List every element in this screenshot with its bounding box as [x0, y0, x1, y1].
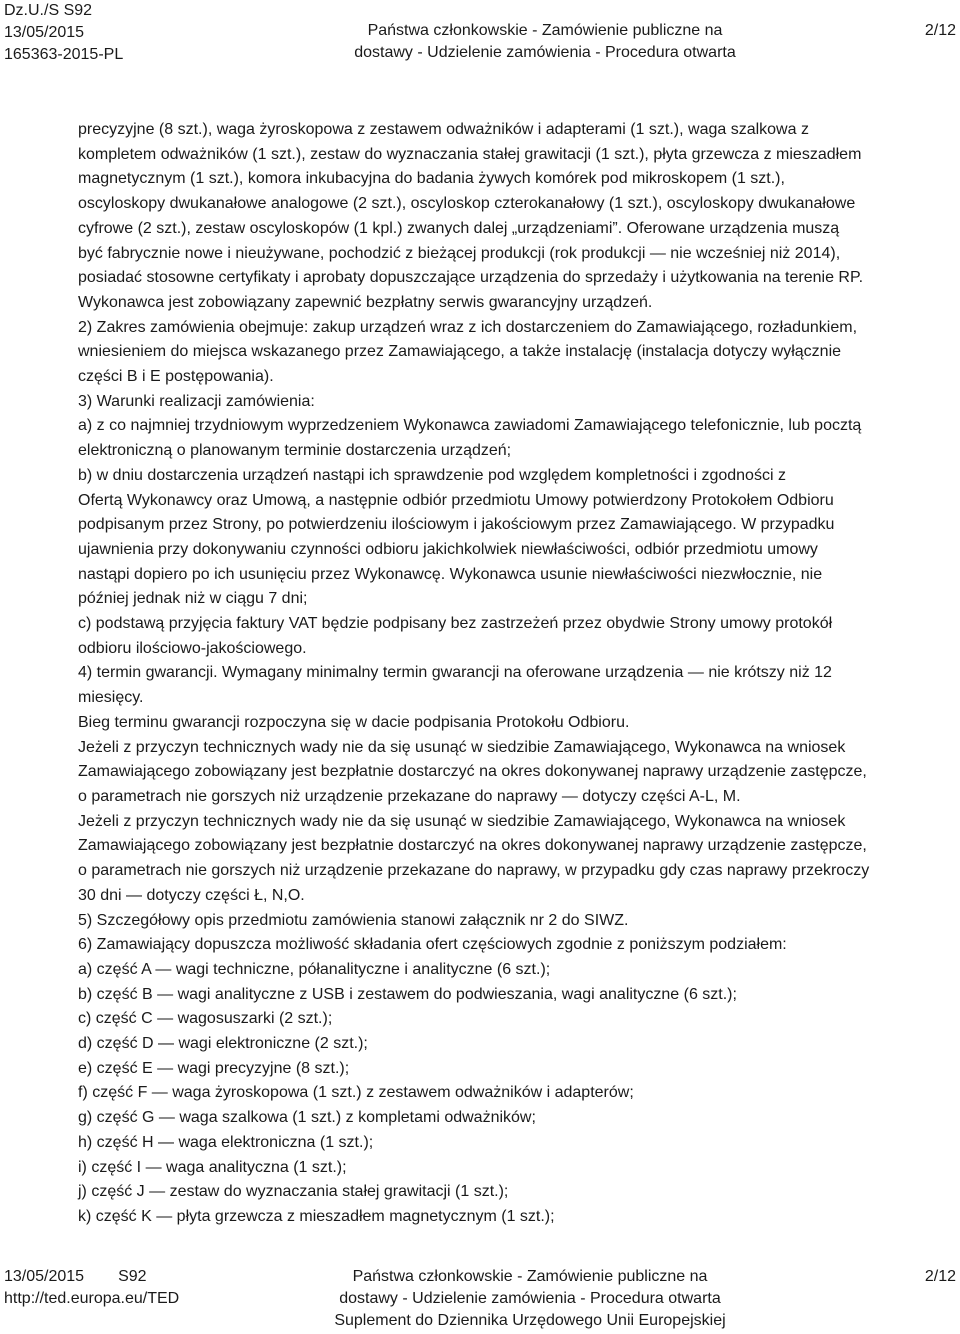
page-header	[0, 0, 960, 70]
footer-left	[4, 1266, 179, 1310]
journal-ref: Dz.U./S S92	[4, 2, 93, 19]
text-line: a) część A — wagi techniczne, półanalityczne i analityczne (6 szt.);	[78, 960, 551, 978]
text-line: 5) Szczegółowy opis przedmiotu zamówienia stanowi załącznik nr 2 do SIWZ.	[78, 911, 629, 929]
footer-url[interactable]: http://ted.europa.eu/TED	[4, 1290, 180, 1307]
text-line: ujawnienia przy dokonywaniu czynności odbioru jakichkolwiek niewłaściwości, odbiór przedmiotu umowy	[78, 540, 818, 558]
text-line: posiadać stosowne certyfikaty i aprobaty dopuszczające urządzenia do sprzedaży i użytkowania na terenie RP.	[78, 269, 864, 287]
text-line: i) część I — waga analityczna (1 szt.);	[78, 1158, 347, 1176]
text-line: c) część C — wagosuszarki (2 szt.);	[78, 1010, 333, 1028]
text-line: 4) termin gwarancji. Wymagany minimalny termin gwarancji na oferowane urządzenia — nie krótszy niż 12	[78, 664, 832, 682]
footer-date: 13/05/2015	[4, 1268, 85, 1285]
text-line: 2) Zakres zamówienia obejmuje: zakup urządzeń wraz z ich dostarczeniem do Zamawiającego, rozładunkiem,	[78, 318, 858, 336]
document-id: 165363-2015-PL	[4, 46, 124, 63]
text-line: k) część K — płyta grzewcza z mieszadłem magnetycznym (1 szt.);	[78, 1207, 555, 1225]
text-line: Jeżeli z przyczyn technicznych wady nie da się usunąć w siedzibie Zamawiającego, Wykonawca na wniosek	[78, 812, 846, 830]
footer-title-line-1: Państwa członkowskie - Zamówienie publiczne na	[352, 1268, 708, 1285]
text-line: d) część D — wagi elektroniczne (2 szt.);	[78, 1035, 368, 1053]
text-line: 6) Zamawiający dopuszcza możliwość składania ofert częściowych zgodnie z poniższym podziałem:	[78, 936, 787, 954]
header-left	[4, 0, 123, 66]
text-line: Bieg terminu gwarancji rozpoczyna się w dacie podpisania Protokołu Odbioru.	[78, 713, 630, 731]
header-page-number: 2/12	[924, 22, 956, 39]
text-line: Jeżeli z przyczyn technicznych wady nie da się usunąć w siedzibie Zamawiającego, Wykonawca na wniosek	[78, 738, 846, 756]
text-line: cyfrowe (2 szt.), zestaw oscyloskopów (1 kpl.) zwanych dalej „urządzeniami”. Oferowane urządzenia muszą	[78, 219, 840, 237]
text-line: b) część B — wagi analityczne z USB i zestawem do podwieszania, wagi analityczne (6 szt.);	[78, 985, 737, 1003]
text-line: h) część H — waga elektroniczna (1 szt.);	[78, 1133, 374, 1151]
text-line: e) część E — wagi precyzyjne (8 szt.);	[78, 1059, 350, 1077]
text-line: być fabrycznie nowe i nieużywane, pochodzić z bieżącej produkcji (rok produkcji — nie wcześniej niż 2014),	[78, 244, 841, 262]
footer-series: S92	[118, 1268, 147, 1285]
text-line: Wykonawca jest zobowiązany zapewnić bezpłatny serwis gwarancyjny urządzeń.	[78, 293, 653, 311]
text-line: magnetycznym (1 szt.), komora inkubacyjna do badania żywych komórek pod mikroskopem (1 szt.),	[78, 170, 785, 188]
page-footer	[0, 1262, 960, 1334]
text-line: Zamawiającego zobowiązany jest bezpłatnie dostarczyć na okres dokonywanej naprawy urządzenie zastępcze,	[78, 837, 867, 855]
footer-title-line-2: dostawy - Udzielenie zamówienia - Procedura otwarta	[339, 1290, 721, 1307]
text-line: wniesieniem do miejsca wskazanego przez Zamawiającego, a także instalację (instalacja dotyczy wyłącznie	[78, 343, 842, 361]
text-line: a) z co najmniej trzydniowym wyprzedzeniem Wykonawca zawiadomi Zamawiającego telefonicznie, lub pocztą	[78, 417, 862, 435]
text-line: o parametrach nie gorszych niż urządzenie przekazane do naprawy, w przypadku gdy czas naprawy przekroczy	[78, 862, 870, 880]
text-line: miesięcy.	[78, 689, 144, 707]
text-line: kompletem odważników (1 szt.), zestaw do wyznaczania stałej grawitacji (1 szt.), płyta grzewcza z mieszadłem	[78, 145, 862, 163]
text-line: oscyloskopy dwukanałowe analogowe (2 szt.), oscyloskop czterokanałowy (1 szt.), oscyloskopy dwukanałowe	[78, 195, 856, 213]
text-line: o parametrach nie gorszych niż urządzenie przekazane do naprawy — dotyczy części A-L, M.	[78, 787, 741, 805]
header-title	[330, 20, 760, 64]
text-line: c) podstawą przyjęcia faktury VAT będzie podpisany bez zastrzeżeń przez obydwie Strony umowy protokół	[78, 615, 833, 633]
text-line: 30 dni — dotyczy części Ł, N,O.	[78, 886, 305, 904]
text-line: Zamawiającego zobowiązany jest bezpłatnie dostarczyć na okres dokonywanej naprawy urządzenie zastępcze,	[78, 763, 867, 781]
footer-page-number: 2/12	[924, 1268, 956, 1285]
text-line: nastąpi dopiero po ich usunięciu przez Wykonawcę. Wykonawca usunie niewłaściwości niezwłocznie, nie	[78, 565, 823, 583]
header-title-line-2: dostawy - Udzielenie zamówienia - Procedura otwarta	[354, 44, 736, 61]
text-line: 3) Warunki realizacji zamówienia:	[78, 392, 315, 410]
text-line: g) część G — waga szalkowa (1 szt.) z kompletami odważników;	[78, 1109, 536, 1127]
text-line: b) w dniu dostarczenia urządzeń nastąpi ich sprawdzenie pod względem kompletności i zgodności z	[78, 466, 786, 484]
header-date: 13/05/2015	[4, 24, 85, 41]
text-line: podpisanym przez Strony, po potwierdzeniu ilościowym i jakościowym przez Zamawiającego. W przypadku	[78, 516, 835, 534]
text-line: j) część J — zestaw do wyznaczania stałej grawitacji (1 szt.);	[78, 1183, 509, 1201]
footer-title	[300, 1266, 760, 1332]
text-line: później jednak niż w ciągu 7 dni;	[78, 590, 308, 608]
header-title-line-1: Państwa członkowskie - Zamówienie publiczne na	[367, 22, 723, 39]
text-line: Ofertą Wykonawcy oraz Umową, a następnie odbiór przedmiotu Umowy potwierdzony Protokołem Odbioru	[78, 491, 834, 509]
footer-title-line-3: Suplement do Dziennika Urzędowego Unii Europejskiej	[334, 1312, 726, 1329]
document-body	[78, 118, 958, 1230]
text-line: części B i E postępowania).	[78, 368, 274, 386]
text-line: f) część F — waga żyroskopowa (1 szt.) z zestawem odważników i adapterów;	[78, 1084, 634, 1102]
text-line: precyzyjne (8 szt.), waga żyroskopowa z zestawem odważników i adapterami (1 szt.), waga szalkowa z	[78, 121, 809, 138]
text-line: elektroniczną o planowanym terminie dostarczenia urządzeń;	[78, 442, 512, 460]
text-line: odbioru ilościowo-jakościowego.	[78, 639, 307, 657]
